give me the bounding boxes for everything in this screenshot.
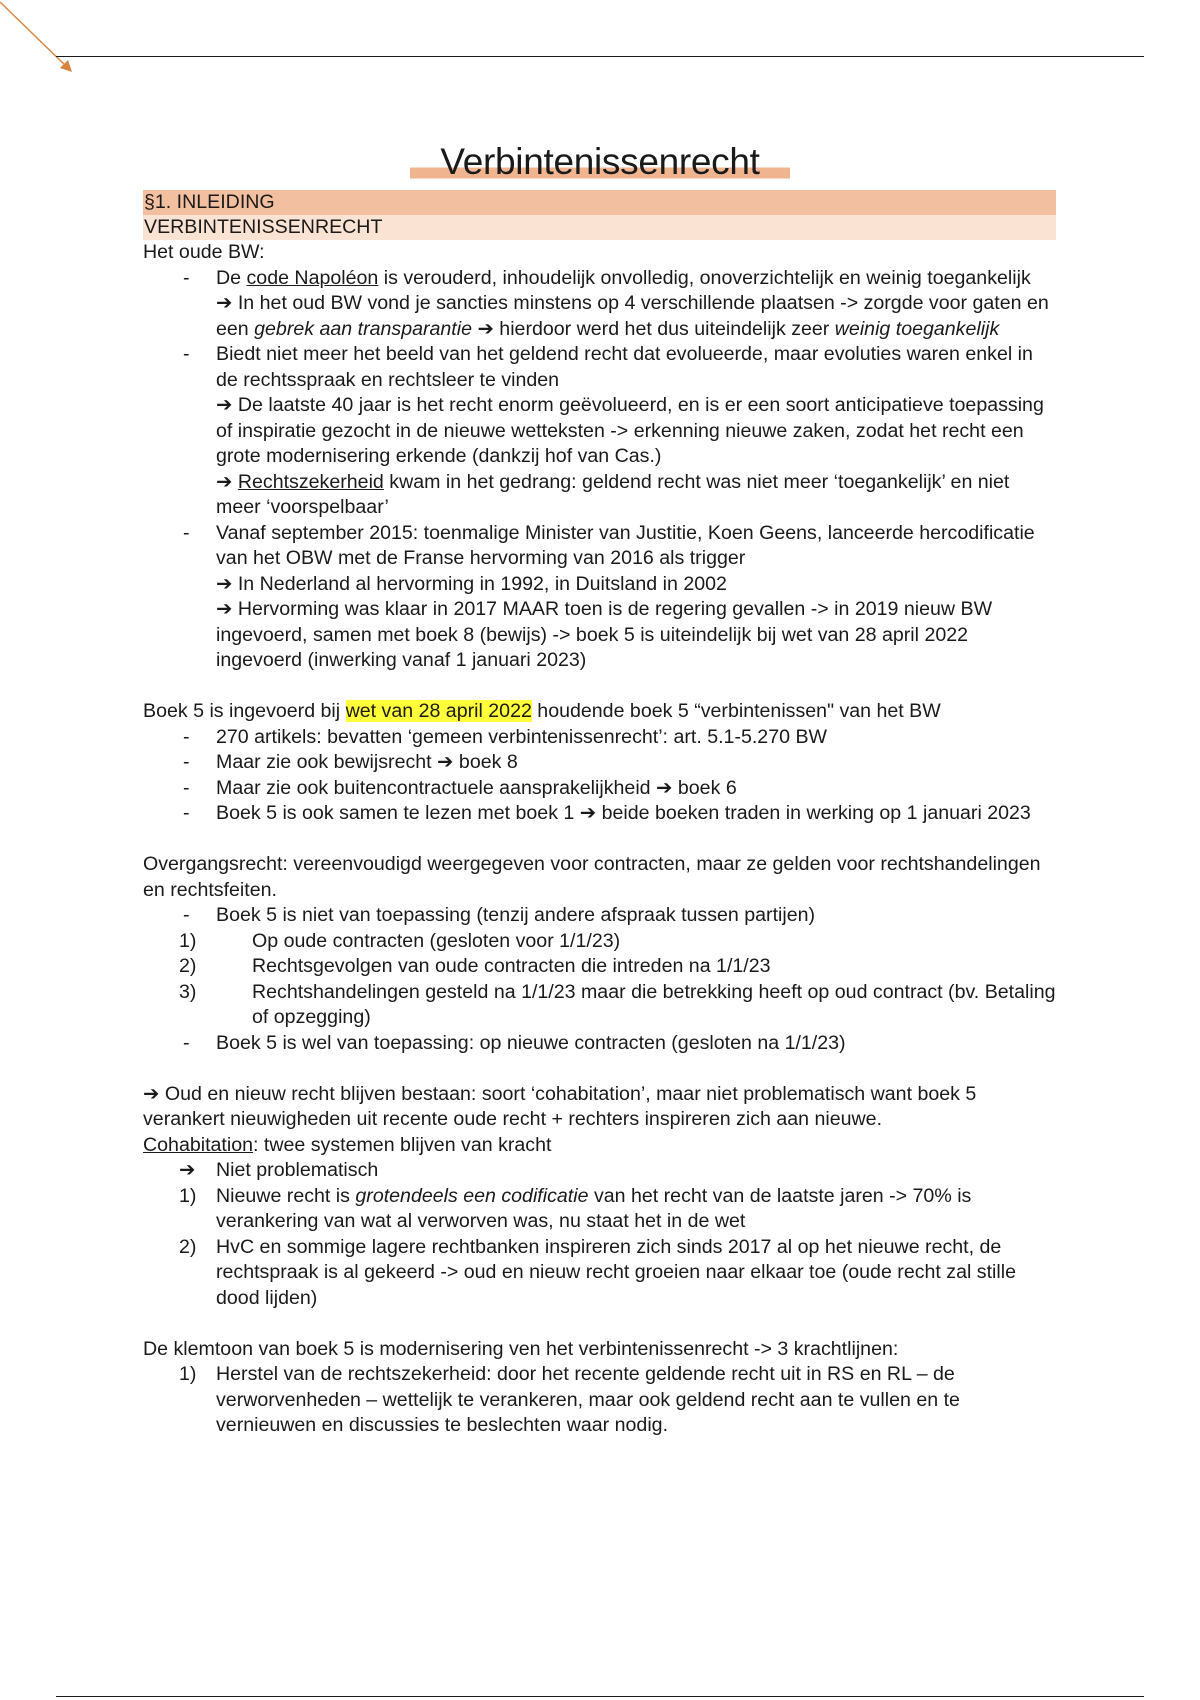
dash-marker: - [183, 904, 190, 926]
text-span: Nieuwe recht is [216, 1184, 356, 1207]
arrow-note: ➔ In het oud BW vond je sancties minstens op 4 verschillende plaatsen -> zorgde voor gaten en een [216, 292, 1049, 340]
list-item [143, 776, 1056, 802]
cohabitation-term: Cohabitation [143, 1133, 254, 1156]
text-span: Rechtsgevolgen van oude contracten die intreden na 1/1/23 [252, 955, 771, 977]
text-span: ➔ [216, 470, 238, 493]
list-item [143, 903, 1056, 929]
dash-marker: - [183, 802, 190, 824]
numbered-item [143, 954, 1056, 980]
title-wrapper [0, 140, 1200, 184]
text-span: Maar zie ook bewijsrecht ➔ boek 8 [216, 751, 518, 773]
arrow-note: ➔ In Nederland al hervorming in 1992, in Duitsland in 2002 [216, 572, 727, 595]
dash-marker: - [183, 725, 190, 748]
list-item [143, 801, 1056, 827]
text-span: Boek 5 is ook samen te lezen met boek 1 ➔ beide boeken traden in werking op 1 januari 2023 [216, 802, 1031, 824]
dash-marker: - [183, 266, 190, 289]
spacer [143, 1056, 1056, 1082]
text-span: ➔ hierdoor werd het dus uiteindelijk zeer [472, 317, 835, 340]
numbered-item [143, 1184, 1056, 1235]
numbered-item [143, 980, 1056, 1031]
text-span: van het recht van de laatste jaren -> 70% is verankering van wat al verworven was, nu staat het in de wet [216, 1184, 972, 1232]
cohabitation-label [143, 1133, 1056, 1159]
code-napoleon-term: code Napoléon [246, 266, 379, 289]
text-span: kwam in het gedrang: geldend recht was niet meer ‘toegankelijk’ en niet meer ‘voorspelbaar’ [216, 470, 1010, 518]
highlighted-date: wet van 28 april 2022 [345, 700, 532, 722]
text-span: Boek 5 is niet van toepassing (tenzij andere afspraak tussen partijen) [216, 904, 816, 926]
dash-marker: - [183, 343, 190, 365]
number-marker: 1) [179, 929, 197, 952]
list-item [143, 725, 1056, 751]
arrow-note: ➔ De laatste 40 jaar is het recht enorm geëvolueerd, en is er een soort anticipatieve toepassing of inspiratie gezocht in de nieuwe wetteksten -> erkenning nieuwe zaken, zodat het recht een grote modernisering erkende (dankzij hof van Cas.) [216, 394, 1044, 467]
text-span: De [216, 266, 247, 289]
list-item [143, 521, 1056, 674]
list-item [143, 266, 1056, 343]
klemtoon-intro: De klemtoon van boek 5 is modernisering ven het verbintenissenrecht -> 3 krachtlijnen: [143, 1337, 899, 1360]
number-marker: 1) [179, 1184, 197, 1207]
dash-marker: - [183, 1031, 190, 1054]
cohabitation-intro: ➔ Oud en nieuw recht blijven bestaan: soort ‘cohabitation’, maar niet problematisch want boek 5 verankert nieuwigheden uit recente oude recht + rechters inspireren zich aan nieuwe. [143, 1082, 977, 1130]
text-span: : twee systemen blijven van kracht [253, 1133, 552, 1156]
number-marker: 3) [179, 980, 197, 1003]
document-title: Verbintenissenrecht [410, 140, 789, 184]
text-span: Vanaf september 2015: toenmalige Minister van Justitie, Koen Geens, lanceerde hercodificatie van het OBW met de Franse hervorming van 2016 als trigger [216, 521, 1035, 569]
list-item [143, 342, 1056, 521]
arrow-item [143, 1158, 1056, 1184]
text-span: HvC en sommige lagere rechtbanken inspireren zich sinds 2017 al op het nieuwe recht, de rechtspraak is al gekeerd -> oud en nieuw recht groeien naar elkaar toe (oude recht zal stille dood lijden) [216, 1235, 1016, 1309]
number-marker: 2) [179, 1235, 197, 1258]
text-span: Biedt niet meer het beeld van het geldend recht dat evolueerde, maar evoluties waren enkel in de rechtsspraak en rechtsleer te vinden [216, 343, 1033, 391]
number-marker: 2) [179, 955, 197, 977]
overgangsrecht-intro: Overgangsrecht: vereenvoudigd weergegeven voor contracten, maar ze gelden voor rechtshandelingen en rechtsfeiten. [143, 853, 1041, 901]
spacer [143, 1311, 1056, 1337]
numbered-item [143, 1362, 1056, 1439]
numbered-item [143, 1235, 1056, 1312]
italic-term: grotendeels een codificatie [355, 1184, 589, 1207]
text-span: Boek 5 is wel van toepassing: op nieuwe contracten (gesloten na 1/1/23) [216, 1031, 846, 1054]
document-body [143, 190, 1056, 1439]
subsection-heading: VERBINTENISSENRECHT [143, 215, 1056, 240]
old-bw-intro: Het oude BW: [143, 241, 265, 263]
arrow-note: ➔ Hervorming was klaar in 2017 MAAR toen is de regering gevallen -> in 2019 nieuw BW ingevoerd, samen met boek 8 (bewijs) -> boek 5 is uiteindelijk bij wet van 28 april 2022 ingevoerd (inwerking vanaf 1 januari 2023) [216, 598, 993, 671]
text-span: Niet problematisch [216, 1159, 379, 1181]
numbered-item [143, 929, 1056, 955]
corner-arrow-icon [0, 0, 80, 80]
text-span: is verouderd, inhoudelijk onvolledig, onoverzichtelijk en weinig toegankelijk [378, 266, 1031, 289]
list-item [143, 750, 1056, 776]
dash-marker: - [183, 751, 190, 773]
header-rule [56, 56, 1144, 57]
text-span: Herstel van de rechtszekerheid: door het recente geldende recht uit in RS en RL – de verworvenheden – wettelijk te verankeren, maar ook geldend recht aan te vullen en te vernieuwen en discussies te beslechten waar nodig. [216, 1363, 960, 1436]
boek5-intro [143, 699, 1056, 725]
spacer [143, 827, 1056, 853]
text-span: Boek 5 is ingevoerd bij [143, 700, 346, 722]
text-span: houdende boek 5 “verbintenissen" van het BW [531, 700, 941, 722]
rechtszekerheid-term: Rechtszekerheid [237, 470, 384, 493]
dash-marker: - [183, 521, 190, 544]
text-span: Maar zie ook buitencontractuele aansprakelijkheid ➔ boek 6 [216, 776, 737, 799]
arrow-icon: ➔ [179, 1159, 196, 1181]
section-heading: §1. INLEIDING [143, 190, 1056, 215]
dash-marker: - [183, 776, 190, 799]
spacer [143, 674, 1056, 700]
number-marker: 1) [179, 1363, 197, 1385]
text-span: 270 artikels: bevatten ‘gemeen verbintenissenrecht’: art. 5.1-5.270 BW [216, 725, 828, 748]
italic-term: gebrek aan transparantie [254, 317, 472, 340]
text-span: Op oude contracten (gesloten voor 1/1/23) [252, 929, 621, 952]
list-item [143, 1031, 1056, 1057]
footer-rule [56, 1696, 1144, 1697]
text-span: Rechtshandelingen gesteld na 1/1/23 maar die betrekking heeft op oud contract (bv. Betaling of opzegging) [252, 980, 1056, 1028]
italic-term: weinig toegankelijk [834, 317, 1000, 340]
